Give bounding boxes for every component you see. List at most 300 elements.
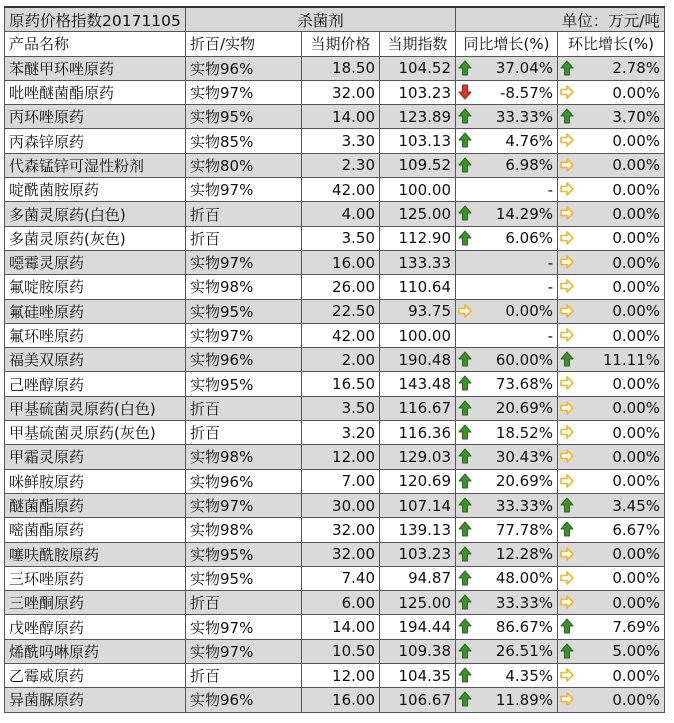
mom-value: 0.00%: [612, 545, 661, 564]
index-value: 103.13: [398, 132, 452, 151]
product-name-value: 异菌脲原药: [9, 691, 85, 710]
yoy-value: 0.00%: [505, 302, 554, 321]
index-value: 133.33: [398, 253, 452, 272]
index-value: 93.75: [408, 302, 452, 321]
product-name-value: 乙霉威原药: [9, 667, 85, 686]
index-value: 190.48: [398, 350, 452, 369]
green-up-arrow-icon: [458, 546, 472, 562]
price-cell: [302, 396, 380, 420]
green-up-arrow-icon: [458, 157, 472, 173]
mom-cell: [558, 566, 665, 590]
price-cell: [302, 639, 380, 663]
product-name-value: 噻呋酰胺原药: [9, 545, 100, 564]
basis-cell: [186, 323, 302, 347]
header-yoy: 同比增长(%): [456, 32, 558, 56]
basis-cell: [186, 372, 302, 396]
mom-value: 0.00%: [612, 447, 661, 466]
basis-cell: [186, 299, 302, 323]
price-value: 32.00: [332, 545, 375, 564]
mom-value: 0.00%: [612, 666, 661, 685]
product-name-cell: [5, 202, 186, 226]
table-row: [5, 372, 665, 396]
yoy-value: 20.69%: [495, 472, 554, 491]
basis-value: 实物95%: [190, 375, 254, 394]
product-name-value: 甲霜灵原药: [9, 448, 85, 467]
index-value: 100.00: [398, 326, 452, 345]
price-value: 32.00: [332, 83, 375, 102]
green-up-arrow-icon: [458, 497, 472, 513]
index-cell: [380, 202, 456, 226]
yellow-right-arrow-icon: [560, 303, 574, 319]
mom-cell: [558, 202, 665, 226]
yoy-cell: [456, 566, 558, 590]
mom-cell: [558, 372, 665, 396]
index-value: 94.87: [408, 569, 452, 588]
price-cell: [302, 323, 380, 347]
product-name-cell: [5, 80, 186, 104]
yoy-value: 4.76%: [505, 132, 554, 151]
yoy-cell: [456, 299, 558, 323]
mom-value: 2.78%: [612, 59, 661, 78]
price-cell: [302, 688, 380, 712]
index-value: 125.00: [398, 593, 452, 612]
index-cell: [380, 542, 456, 566]
mom-value: 3.70%: [612, 107, 661, 126]
green-up-arrow-icon: [458, 375, 472, 391]
index-cell: [380, 591, 456, 615]
product-name-cell: [5, 615, 186, 639]
index-value: 109.52: [398, 156, 452, 175]
green-up-arrow-icon: [560, 108, 574, 124]
index-value: 109.38: [398, 642, 452, 661]
table-row: [5, 664, 665, 688]
basis-cell: [186, 80, 302, 104]
basis-value: 实物95%: [190, 302, 254, 321]
table-row: [5, 202, 665, 226]
table-row: [5, 226, 665, 250]
product-name-value: 氟环唑原药: [9, 327, 85, 345]
basis-cell: [186, 688, 302, 712]
price-index-table: [4, 6, 665, 713]
header-mom: 环比增长(%): [558, 32, 665, 56]
price-value: 3.20: [341, 423, 375, 442]
yoy-value: 37.04%: [495, 59, 554, 78]
basis-value: 折百: [190, 594, 221, 613]
yellow-right-arrow-icon: [560, 254, 574, 270]
mom-value: 0.00%: [612, 690, 661, 709]
header-row: [5, 32, 665, 56]
table-row: [5, 591, 665, 615]
mom-cell: [558, 226, 665, 250]
yellow-right-arrow-icon: [560, 691, 574, 707]
index-value: 120.69: [398, 472, 452, 491]
yellow-right-arrow-icon: [560, 375, 574, 391]
green-up-arrow-icon: [458, 448, 472, 464]
basis-value: 实物98%: [190, 278, 254, 297]
mom-value: 0.00%: [612, 180, 661, 199]
product-name-value: 烯酰吗啉原药: [9, 642, 100, 661]
basis-cell: [186, 639, 302, 663]
index-cell: [380, 372, 456, 396]
price-cell: [302, 178, 380, 202]
green-up-arrow-icon: [458, 594, 472, 610]
yoy-value: 6.06%: [505, 229, 554, 248]
index-value: 100.00: [398, 180, 452, 199]
basis-value: 折百: [190, 229, 221, 248]
mom-value: 0.00%: [612, 326, 661, 345]
yoy-cell: [456, 226, 558, 250]
price-value: 7.00: [341, 472, 375, 491]
product-name-value: 苯醚甲环唑原药: [9, 59, 115, 78]
table-row: [5, 275, 665, 299]
index-cell: [380, 493, 456, 517]
product-name-value: 甲基硫菌灵原药(灰色): [9, 424, 156, 443]
table-row: [5, 445, 665, 469]
yoy-cell: [456, 664, 558, 688]
price-cell: [302, 615, 380, 639]
product-name-value: 三环唑原药: [9, 569, 85, 588]
mom-value: 0.00%: [612, 132, 661, 151]
basis-cell: [186, 178, 302, 202]
product-name-cell: [5, 323, 186, 347]
index-cell: [380, 129, 456, 153]
mom-cell: [558, 396, 665, 420]
yoy-cell: [456, 129, 558, 153]
yoy-cell: [456, 421, 558, 445]
price-value: 18.50: [332, 59, 375, 78]
price-value: 7.40: [341, 569, 375, 588]
basis-value: 实物96%: [190, 59, 254, 78]
price-value: 16.00: [332, 253, 375, 272]
yoy-value: -: [547, 277, 554, 296]
table-row: [5, 639, 665, 663]
price-cell: [302, 275, 380, 299]
price-cell: [302, 566, 380, 590]
product-name-value: 己唑醇原药: [9, 375, 85, 394]
index-cell: [380, 178, 456, 202]
price-value: 14.00: [332, 107, 375, 126]
index-cell: [380, 396, 456, 420]
index-value: 116.36: [398, 423, 452, 442]
basis-cell: [186, 664, 302, 688]
price-cell: [302, 542, 380, 566]
basis-cell: [186, 250, 302, 274]
mom-value: 0.00%: [612, 375, 661, 394]
mom-cell: [558, 664, 665, 688]
yoy-cell: [456, 518, 558, 542]
basis-value: 折百: [190, 399, 221, 418]
mom-cell: [558, 639, 665, 663]
price-cell: [302, 80, 380, 104]
mom-cell: [558, 105, 665, 129]
basis-cell: [186, 421, 302, 445]
price-cell: [302, 202, 380, 226]
product-name-value: 丙环唑原药: [9, 108, 85, 127]
header-price: 当期价格: [302, 32, 380, 56]
mom-cell: [558, 153, 665, 177]
index-cell: [380, 688, 456, 712]
table-row: [5, 469, 665, 493]
basis-cell: [186, 56, 302, 80]
index-cell: [380, 664, 456, 688]
product-name-cell: [5, 493, 186, 517]
yoy-cell: [456, 323, 558, 347]
basis-value: 折百: [190, 667, 221, 686]
basis-cell: [186, 105, 302, 129]
yoy-value: 20.69%: [495, 399, 554, 418]
table-row: [5, 615, 665, 639]
price-value: 3.50: [341, 399, 375, 418]
index-cell: [380, 323, 456, 347]
yellow-right-arrow-icon: [560, 424, 574, 440]
basis-value: 实物98%: [190, 521, 254, 540]
index-cell: [380, 250, 456, 274]
yellow-right-arrow-icon: [560, 448, 574, 464]
mom-cell: [558, 275, 665, 299]
table-row: [5, 421, 665, 445]
basis-value: 实物97%: [190, 327, 254, 345]
header-product-name: 产品名称: [5, 32, 186, 56]
mom-value: 0.00%: [612, 156, 661, 175]
index-value: 107.14: [398, 496, 452, 515]
mom-cell: [558, 299, 665, 323]
mom-value: 7.69%: [612, 618, 661, 637]
price-value: 22.50: [332, 302, 375, 321]
mom-value: 0.00%: [612, 83, 661, 102]
basis-value: 实物96%: [190, 472, 254, 491]
yoy-value: 33.33%: [495, 107, 554, 126]
index-value: 106.67: [398, 690, 452, 709]
product-name-cell: [5, 226, 186, 250]
price-cell: [302, 591, 380, 615]
mom-value: 0.00%: [612, 253, 661, 272]
price-value: 4.00: [341, 205, 375, 224]
mom-cell: [558, 348, 665, 372]
mom-cell: [558, 542, 665, 566]
basis-value: 实物96%: [190, 691, 254, 710]
green-up-arrow-icon: [458, 643, 472, 659]
yoy-cell: [456, 250, 558, 274]
basis-value: 实物97%: [190, 642, 254, 661]
product-name-cell: [5, 275, 186, 299]
yoy-value: 26.51%: [495, 642, 554, 661]
basis-cell: [186, 275, 302, 299]
mom-value: 6.67%: [612, 520, 661, 539]
yellow-right-arrow-icon: [560, 132, 574, 148]
product-name-cell: [5, 591, 186, 615]
mom-cell: [558, 178, 665, 202]
green-up-arrow-icon: [458, 667, 472, 683]
basis-value: 实物85%: [190, 132, 254, 151]
mom-cell: [558, 129, 665, 153]
basis-value: 实物95%: [190, 108, 254, 127]
index-value: 143.48: [398, 375, 452, 394]
mom-value: 0.00%: [612, 593, 661, 612]
index-value: 129.03: [398, 447, 452, 466]
product-name-value: 代森锰锌可湿性粉剂: [9, 156, 145, 175]
product-name-cell: [5, 542, 186, 566]
yoy-value: 11.89%: [495, 690, 554, 709]
yoy-value: 33.33%: [495, 496, 554, 515]
basis-value: 实物97%: [190, 181, 254, 200]
index-value: 194.44: [398, 618, 452, 637]
green-up-arrow-icon: [458, 60, 472, 76]
product-name-value: 三唑酮原药: [9, 594, 85, 613]
table-row: [5, 105, 665, 129]
green-up-arrow-icon: [458, 521, 472, 537]
report-title: 原药价格指数20171105: [5, 7, 186, 32]
price-value: 6.00: [341, 593, 375, 612]
green-up-arrow-icon: [560, 618, 574, 634]
yellow-right-arrow-icon: [560, 327, 574, 343]
basis-cell: [186, 542, 302, 566]
price-value: 30.00: [332, 496, 375, 515]
mom-cell: [558, 591, 665, 615]
table-row: [5, 299, 665, 323]
yoy-value: -8.57%: [499, 83, 554, 102]
yoy-value: 77.78%: [495, 520, 554, 539]
product-name-cell: [5, 105, 186, 129]
table-body: [5, 7, 665, 712]
yoy-value: -: [547, 180, 554, 199]
basis-value: 实物96%: [190, 351, 254, 370]
green-up-arrow-icon: [458, 108, 472, 124]
product-name-value: 醚菌酯原药: [9, 497, 85, 516]
yellow-right-arrow-icon: [560, 157, 574, 173]
price-cell: [302, 421, 380, 445]
price-value: 12.00: [332, 447, 375, 466]
yoy-cell: [456, 202, 558, 226]
mom-cell: [558, 615, 665, 639]
red-down-arrow-icon: [458, 84, 472, 100]
index-cell: [380, 105, 456, 129]
product-name-value: 丙森锌原药: [9, 132, 85, 151]
header-basis: 折百/实物: [186, 32, 302, 56]
yoy-cell: [456, 372, 558, 396]
green-up-arrow-icon: [458, 473, 472, 489]
index-cell: [380, 445, 456, 469]
yellow-right-arrow-icon: [560, 400, 574, 416]
yoy-value: 60.00%: [495, 350, 554, 369]
table-row: [5, 493, 665, 517]
basis-value: 实物95%: [190, 545, 254, 564]
index-value: 116.67: [398, 399, 452, 418]
basis-cell: [186, 469, 302, 493]
mom-value: 11.11%: [602, 350, 661, 369]
yoy-cell: [456, 615, 558, 639]
green-up-arrow-icon: [560, 60, 574, 76]
index-value: 110.64: [398, 277, 452, 296]
green-up-arrow-icon: [458, 132, 472, 148]
yoy-cell: [456, 153, 558, 177]
product-name-cell: [5, 421, 186, 445]
basis-cell: [186, 129, 302, 153]
basis-value: 实物98%: [190, 448, 254, 467]
mom-value: 5.00%: [612, 642, 661, 661]
price-index-table-frame: [4, 6, 664, 713]
price-cell: [302, 56, 380, 80]
price-value: 10.50: [332, 642, 375, 661]
yoy-value: 6.98%: [505, 156, 554, 175]
product-name-value: 多菌灵原药(白色): [9, 205, 126, 224]
table-row: [5, 348, 665, 372]
basis-value: 实物97%: [190, 84, 254, 103]
basis-cell: [186, 591, 302, 615]
mom-value: 0.00%: [612, 399, 661, 418]
product-name-cell: [5, 445, 186, 469]
yoy-cell: [456, 348, 558, 372]
mom-cell: [558, 688, 665, 712]
mom-cell: [558, 323, 665, 347]
product-name-value: 啶酰菌胺原药: [9, 181, 100, 200]
product-name-value: 氟硅唑原药: [9, 302, 85, 321]
mom-cell: [558, 421, 665, 445]
mom-value: 0.00%: [612, 423, 661, 442]
index-cell: [380, 639, 456, 663]
price-cell: [302, 493, 380, 517]
table-row: [5, 129, 665, 153]
index-cell: [380, 275, 456, 299]
yellow-right-arrow-icon: [560, 594, 574, 610]
mom-value: 0.00%: [612, 229, 661, 248]
green-up-arrow-icon: [560, 643, 574, 659]
index-value: 104.35: [398, 666, 452, 685]
yellow-right-arrow-icon: [560, 84, 574, 100]
green-up-arrow-icon: [560, 497, 574, 513]
product-name-value: 多菌灵原药(灰色): [9, 229, 126, 248]
basis-value: 实物80%: [190, 156, 254, 175]
index-cell: [380, 615, 456, 639]
price-cell: [302, 299, 380, 323]
price-value: 3.50: [341, 229, 375, 248]
basis-cell: [186, 202, 302, 226]
yoy-value: 86.67%: [495, 618, 554, 637]
table-row: [5, 56, 665, 80]
yoy-cell: [456, 396, 558, 420]
yoy-cell: [456, 178, 558, 202]
basis-cell: [186, 493, 302, 517]
yellow-right-arrow-icon: [560, 473, 574, 489]
product-name-value: 噁霉灵原药: [9, 254, 85, 273]
yoy-cell: [456, 275, 558, 299]
price-value: 26.00: [332, 277, 375, 296]
price-cell: [302, 445, 380, 469]
product-name-cell: [5, 566, 186, 590]
yoy-cell: [456, 80, 558, 104]
product-name-cell: [5, 469, 186, 493]
yoy-value: 30.43%: [495, 447, 554, 466]
price-value: 42.00: [332, 326, 375, 345]
price-cell: [302, 250, 380, 274]
green-up-arrow-icon: [458, 618, 472, 634]
index-cell: [380, 56, 456, 80]
yellow-right-arrow-icon: [560, 667, 574, 683]
price-cell: [302, 664, 380, 688]
yoy-value: 33.33%: [495, 593, 554, 612]
product-name-cell: [5, 153, 186, 177]
yoy-value: 4.35%: [505, 666, 554, 685]
price-cell: [302, 129, 380, 153]
price-value: 16.00: [332, 690, 375, 709]
basis-cell: [186, 445, 302, 469]
index-value: 139.13: [398, 520, 452, 539]
index-value: 123.89: [398, 107, 452, 126]
green-up-arrow-icon: [458, 400, 472, 416]
mom-cell: [558, 445, 665, 469]
product-name-cell: [5, 518, 186, 542]
price-cell: [302, 518, 380, 542]
basis-value: 实物97%: [190, 618, 254, 637]
